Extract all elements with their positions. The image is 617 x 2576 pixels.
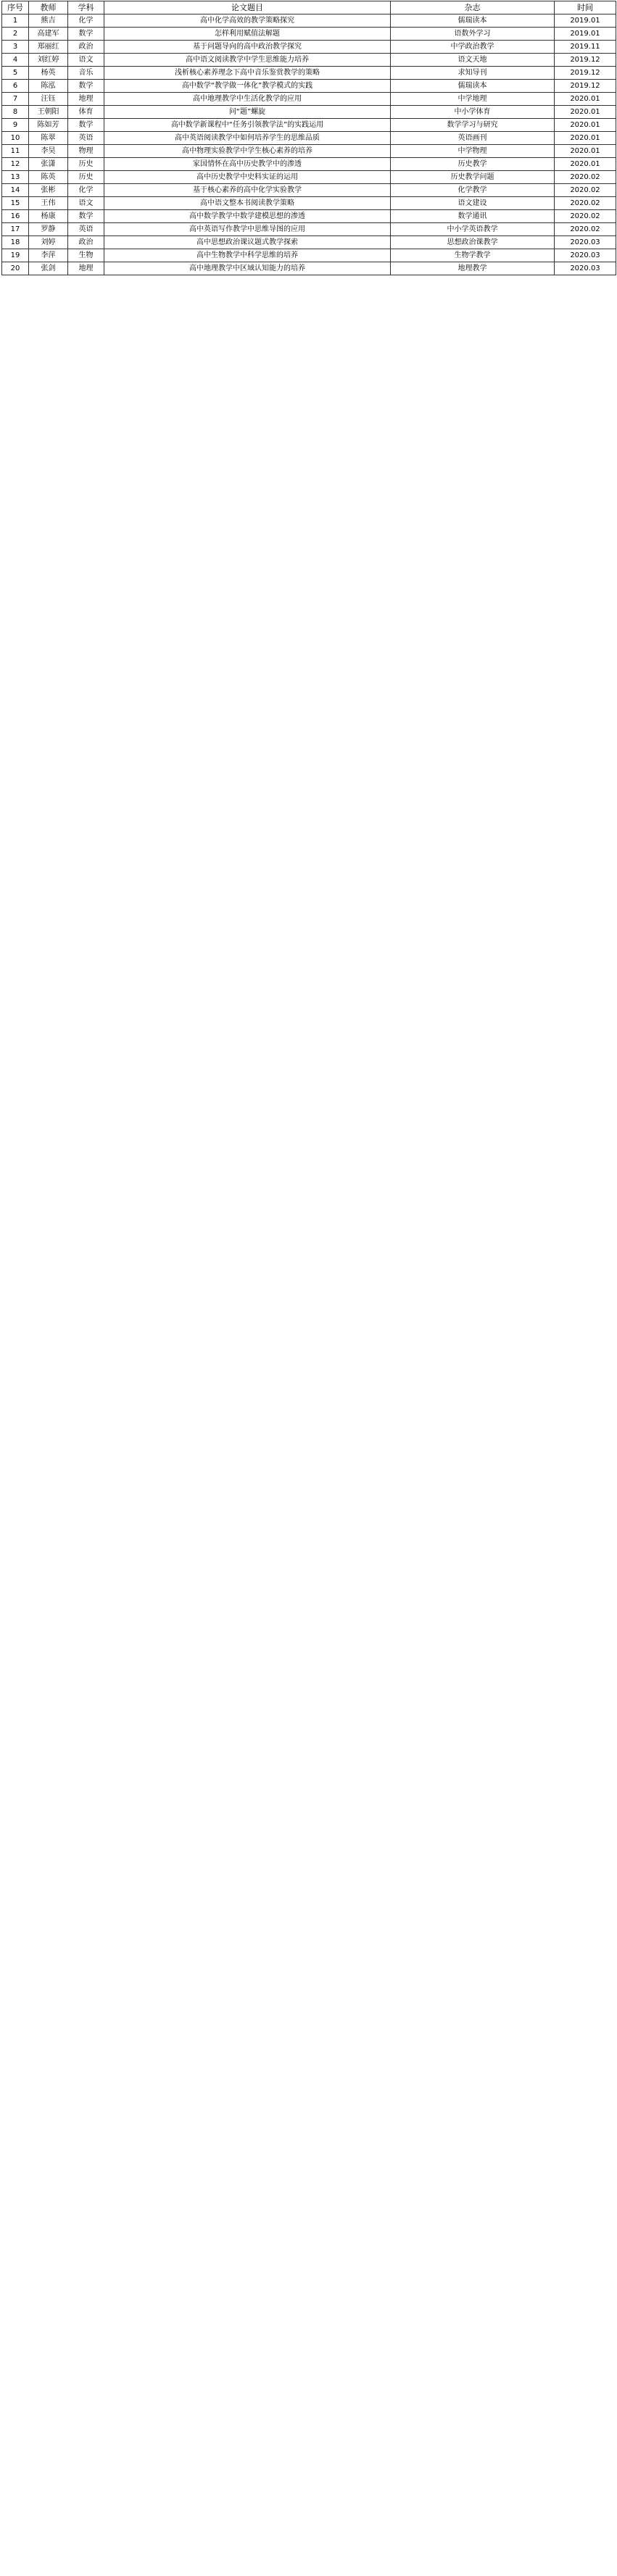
cell-journal: 语文天地 [391, 54, 555, 67]
cell-teacher: 张彬 [29, 184, 68, 197]
cell-date: 2020.02 [555, 223, 616, 236]
cell-paper-title: 怎样利用赋值法解题 [104, 28, 391, 41]
cell-date: 2020.03 [555, 262, 616, 275]
cell-journal: 语文建设 [391, 197, 555, 210]
cell-paper-title: 问“题”螺旋 [104, 106, 391, 119]
table-row [2, 106, 616, 119]
cell-teacher: 李萍 [29, 249, 68, 262]
cell-date: 2020.01 [555, 93, 616, 106]
cell-paper-title: 高中数学“教学做一体化”教学模式的实践 [104, 80, 391, 93]
header-paper-title: 论文题目 [104, 1, 391, 14]
cell-subject: 数学 [68, 28, 104, 41]
cell-journal: 数学学习与研究 [391, 119, 555, 132]
cell-teacher: 王伟 [29, 197, 68, 210]
cell-teacher: 李昊 [29, 145, 68, 158]
cell-journal: 求知导刊 [391, 67, 555, 80]
cell-subject: 化学 [68, 184, 104, 197]
cell-paper-title: 高中化学高效的教学策略探究 [104, 14, 391, 28]
cell-date: 2020.02 [555, 197, 616, 210]
cell-index: 15 [2, 197, 29, 210]
cell-subject: 数学 [68, 210, 104, 223]
cell-date: 2020.03 [555, 236, 616, 249]
header-teacher: 教师 [29, 1, 68, 14]
cell-teacher: 高建军 [29, 28, 68, 41]
cell-index: 10 [2, 132, 29, 145]
table-row [2, 262, 616, 275]
cell-subject: 数学 [68, 119, 104, 132]
header-date: 时间 [555, 1, 616, 14]
cell-subject: 历史 [68, 171, 104, 184]
cell-index: 4 [2, 54, 29, 67]
cell-paper-title: 浅析核心素养理念下高中音乐鉴赏教学的策略 [104, 67, 391, 80]
cell-index: 16 [2, 210, 29, 223]
cell-date: 2020.03 [555, 249, 616, 262]
table-row [2, 210, 616, 223]
cell-index: 7 [2, 93, 29, 106]
cell-subject: 数学 [68, 80, 104, 93]
table-row [2, 223, 616, 236]
cell-index: 18 [2, 236, 29, 249]
header-subject: 学科 [68, 1, 104, 14]
cell-date: 2020.02 [555, 210, 616, 223]
cell-teacher: 郑丽红 [29, 41, 68, 54]
cell-subject: 英语 [68, 132, 104, 145]
table-row [2, 249, 616, 262]
cell-teacher: 罗静 [29, 223, 68, 236]
cell-date: 2020.01 [555, 106, 616, 119]
cell-date: 2019.12 [555, 54, 616, 67]
table-row [2, 132, 616, 145]
cell-paper-title: 高中历史教学中史料实证的运用 [104, 171, 391, 184]
cell-index: 3 [2, 41, 29, 54]
cell-paper-title: 高中物理实验教学中学生核心素养的培养 [104, 145, 391, 158]
cell-teacher: 刘红婷 [29, 54, 68, 67]
table-row [2, 184, 616, 197]
cell-subject: 音乐 [68, 67, 104, 80]
header-index: 序号 [2, 1, 29, 14]
cell-date: 2020.02 [555, 184, 616, 197]
cell-paper-title: 基于核心素养的高中化学实验教学 [104, 184, 391, 197]
table-row [2, 67, 616, 80]
table-row [2, 197, 616, 210]
table-row [2, 171, 616, 184]
table-row [2, 80, 616, 93]
table-row [2, 28, 616, 41]
cell-subject: 历史 [68, 158, 104, 171]
cell-date: 2020.01 [555, 119, 616, 132]
cell-paper-title: 高中数学教学中数学建模思想的渗透 [104, 210, 391, 223]
cell-journal: 化学教学 [391, 184, 555, 197]
cell-subject: 化学 [68, 14, 104, 28]
cell-date: 2019.11 [555, 41, 616, 54]
cell-date: 2020.01 [555, 158, 616, 171]
cell-journal: 数学通讯 [391, 210, 555, 223]
table-row [2, 93, 616, 106]
table-row [2, 54, 616, 67]
cell-subject: 政治 [68, 41, 104, 54]
cell-journal: 地理教学 [391, 262, 555, 275]
cell-date: 2019.01 [555, 28, 616, 41]
cell-subject: 语文 [68, 197, 104, 210]
cell-teacher: 陈泓 [29, 80, 68, 93]
cell-teacher: 陈如芳 [29, 119, 68, 132]
cell-index: 11 [2, 145, 29, 158]
cell-journal: 思想政治课教学 [391, 236, 555, 249]
cell-journal: 儒瑞读本 [391, 80, 555, 93]
cell-date: 2019.12 [555, 80, 616, 93]
cell-subject: 政治 [68, 236, 104, 249]
table-header-row [2, 1, 616, 14]
cell-journal: 儒瑞读本 [391, 14, 555, 28]
cell-date: 2020.01 [555, 132, 616, 145]
cell-journal: 语数外学习 [391, 28, 555, 41]
cell-teacher: 杨英 [29, 67, 68, 80]
cell-paper-title: 高中地理教学中区域认知能力的培养 [104, 262, 391, 275]
cell-paper-title: 家国情怀在高中历史教学中的渗透 [104, 158, 391, 171]
cell-teacher: 杨康 [29, 210, 68, 223]
cell-paper-title: 高中英语阅读教学中如何培养学生的思维品质 [104, 132, 391, 145]
cell-teacher: 熊吉 [29, 14, 68, 28]
cell-subject: 生物 [68, 249, 104, 262]
cell-index: 14 [2, 184, 29, 197]
cell-teacher: 王朝阳 [29, 106, 68, 119]
table-row [2, 236, 616, 249]
cell-date: 2020.01 [555, 145, 616, 158]
cell-index: 9 [2, 119, 29, 132]
cell-date: 2019.01 [555, 14, 616, 28]
cell-subject: 物理 [68, 145, 104, 158]
paper-table [1, 1, 616, 275]
cell-paper-title: 高中生物教学中科学思维的培养 [104, 249, 391, 262]
cell-subject: 体育 [68, 106, 104, 119]
cell-paper-title: 高中语文整本书阅读教学策略 [104, 197, 391, 210]
cell-teacher: 陈英 [29, 171, 68, 184]
cell-teacher: 张潇 [29, 158, 68, 171]
cell-journal: 中小学体育 [391, 106, 555, 119]
cell-journal: 中小学英语教学 [391, 223, 555, 236]
cell-teacher: 汪钰 [29, 93, 68, 106]
cell-index: 12 [2, 158, 29, 171]
cell-subject: 语文 [68, 54, 104, 67]
cell-paper-title: 高中语文阅读教学中学生思维能力培养 [104, 54, 391, 67]
cell-paper-title: 高中数学新课程中“任务引领教学法”的实践运用 [104, 119, 391, 132]
cell-index: 6 [2, 80, 29, 93]
cell-subject: 地理 [68, 93, 104, 106]
cell-paper-title: 高中思想政治课议题式教学探索 [104, 236, 391, 249]
cell-date: 2019.12 [555, 67, 616, 80]
cell-paper-title: 基于问题导向的高中政治教学探究 [104, 41, 391, 54]
header-journal: 杂志 [391, 1, 555, 14]
cell-journal: 中学物理 [391, 145, 555, 158]
table-row [2, 158, 616, 171]
cell-index: 8 [2, 106, 29, 119]
cell-subject: 英语 [68, 223, 104, 236]
table-row [2, 119, 616, 132]
cell-date: 2020.02 [555, 171, 616, 184]
cell-journal: 中学政治教学 [391, 41, 555, 54]
cell-teacher: 张剑 [29, 262, 68, 275]
cell-index: 17 [2, 223, 29, 236]
cell-index: 20 [2, 262, 29, 275]
cell-index: 1 [2, 14, 29, 28]
cell-journal: 中学地理 [391, 93, 555, 106]
cell-index: 5 [2, 67, 29, 80]
cell-teacher: 刘婷 [29, 236, 68, 249]
table-row [2, 145, 616, 158]
cell-paper-title: 高中英语写作教学中思维导图的应用 [104, 223, 391, 236]
cell-journal: 历史教学 [391, 158, 555, 171]
cell-paper-title: 高中地理教学中生活化教学的应用 [104, 93, 391, 106]
cell-teacher: 陈翠 [29, 132, 68, 145]
cell-journal: 生物学教学 [391, 249, 555, 262]
cell-journal: 英语画刊 [391, 132, 555, 145]
cell-index: 2 [2, 28, 29, 41]
cell-subject: 地理 [68, 262, 104, 275]
table-row [2, 41, 616, 54]
cell-index: 19 [2, 249, 29, 262]
cell-index: 13 [2, 171, 29, 184]
cell-journal: 历史教学问题 [391, 171, 555, 184]
table-row [2, 14, 616, 28]
